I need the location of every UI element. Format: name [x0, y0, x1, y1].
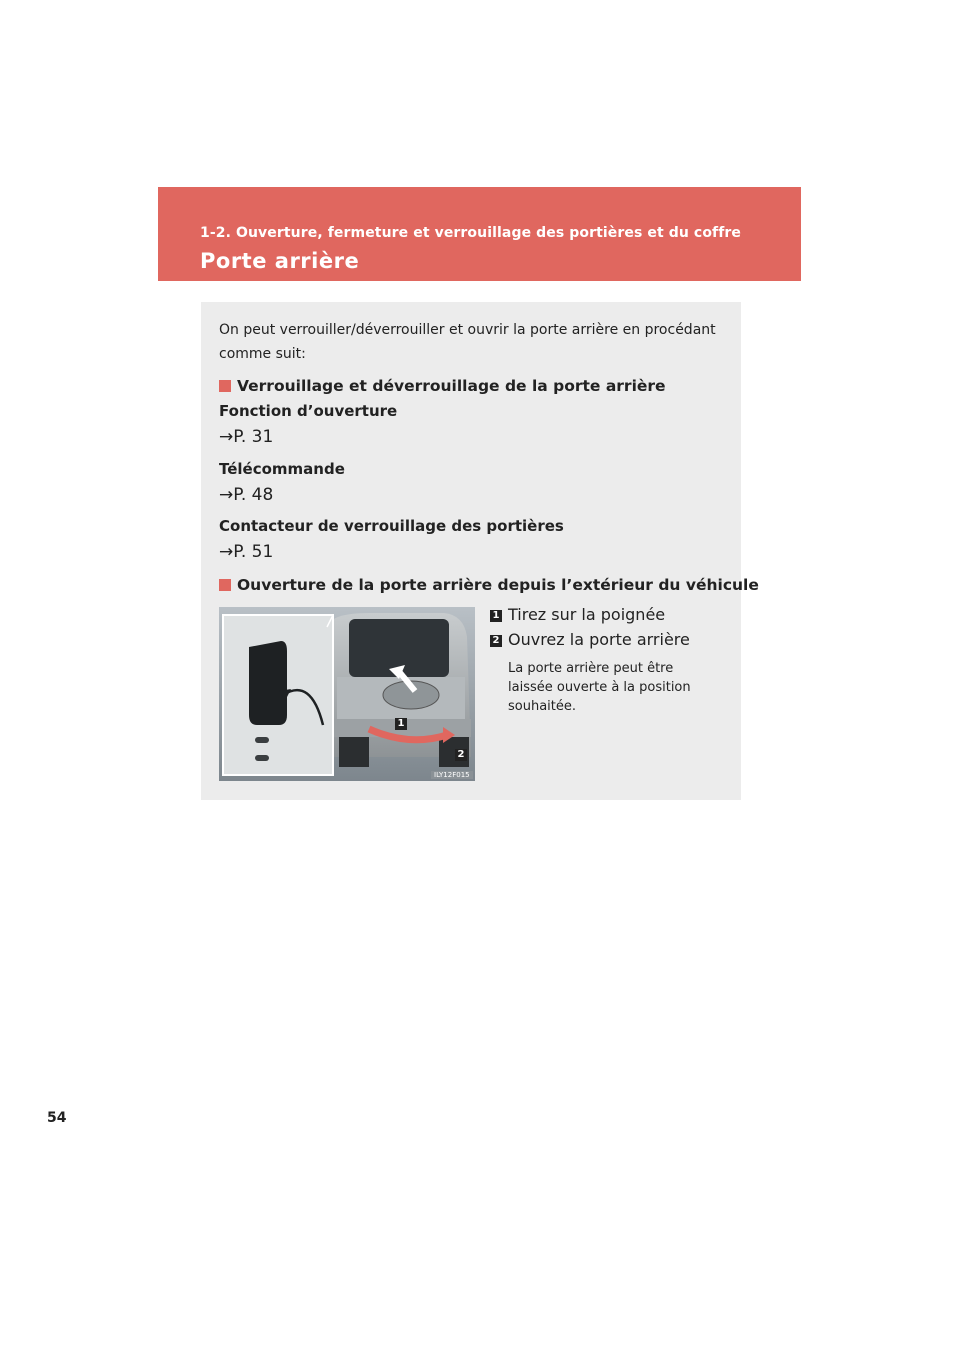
callout-1: 1 — [395, 718, 407, 730]
step-text: Tirez sur la poignée — [508, 605, 666, 624]
lock-section-heading-text: Verrouillage et déverrouillage de la porte arrière — [237, 377, 666, 395]
chapter-header — [158, 187, 801, 281]
page-title: Porte arrière — [200, 249, 360, 273]
lock-section-heading — [219, 377, 666, 395]
step-note: La porte arrière peut être laissée ouverte à la position souhaitée. — [508, 661, 691, 714]
bullet-square-icon — [219, 380, 231, 392]
item-label: Fonction d’ouverture — [219, 402, 398, 420]
tailgate-drawing — [219, 607, 475, 781]
step-text: Ouvrez la porte arrière — [508, 630, 690, 649]
open-section-heading-text: Ouverture de la porte arrière depuis l’extérieur du véhicule — [237, 576, 759, 594]
page-number: 54 — [47, 1110, 67, 1126]
figure-code: ILY12F015 — [431, 771, 473, 779]
section-label: 1-2. Ouverture, fermeture et verrouillage des portières et du coffre — [200, 225, 742, 241]
open-section-heading — [219, 576, 759, 594]
page-reference: →P. 51 — [219, 542, 274, 562]
item-label: Télécommande — [219, 460, 345, 478]
page-reference: →P. 31 — [219, 427, 274, 447]
intro-text: On peut verrouiller/déverrouiller et ouvrir la porte arrière en procédant comme suit: — [219, 322, 716, 362]
bullet-square-icon — [219, 579, 231, 591]
callout-2: 2 — [455, 749, 467, 761]
step-number-1: 1 — [490, 610, 502, 622]
item-label: Contacteur de verrouillage des portières — [219, 517, 564, 535]
step-number-2: 2 — [490, 635, 502, 647]
page-reference: →P. 48 — [219, 485, 274, 505]
tailgate-illustration — [219, 607, 475, 781]
